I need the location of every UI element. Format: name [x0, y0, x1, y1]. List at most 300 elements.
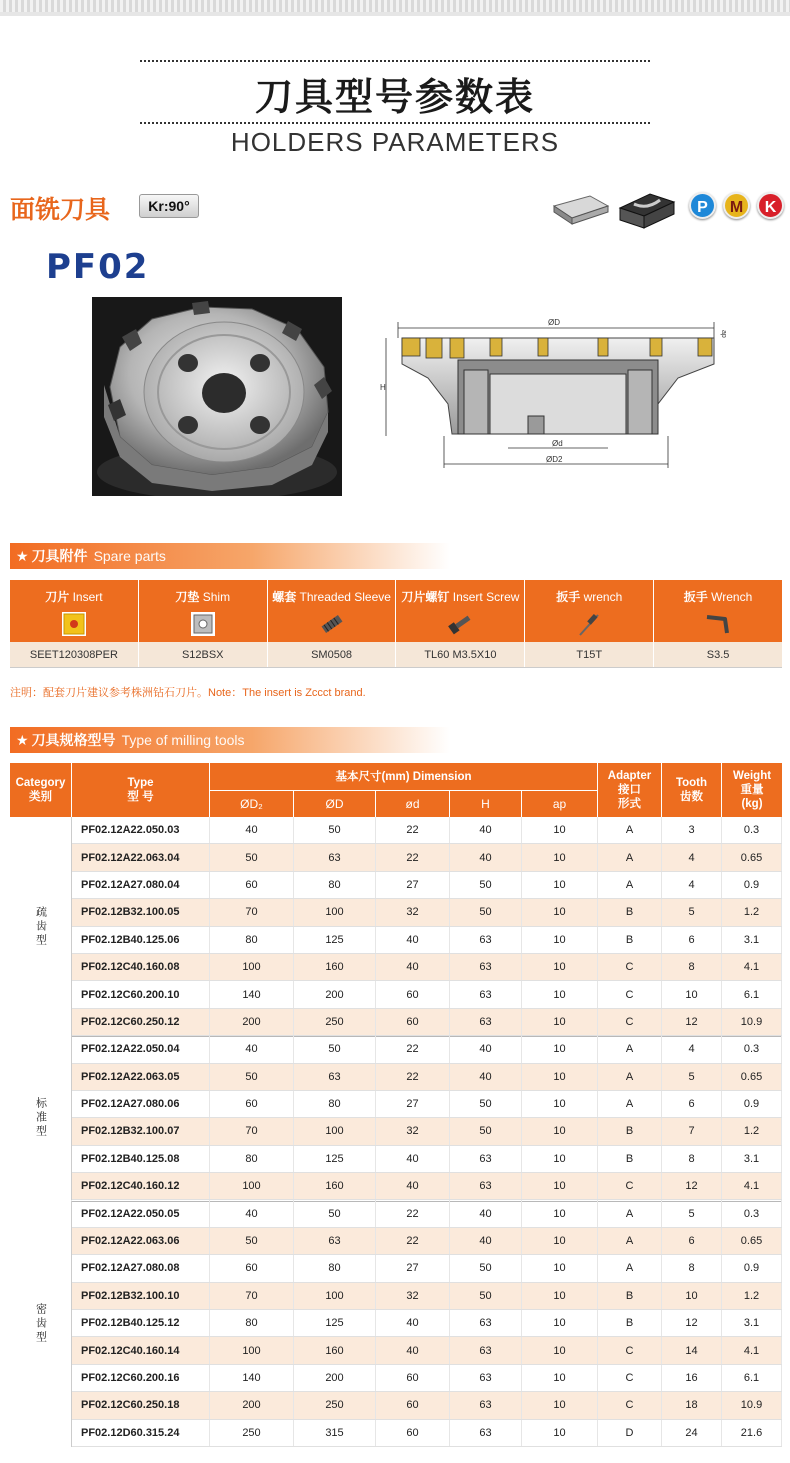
- cell-weight: 1.2: [722, 1283, 782, 1309]
- cell-h: 63: [450, 1392, 522, 1418]
- cell-tooth: 6: [662, 927, 722, 953]
- spare-value-insert-screw: TL60 M3.5X10: [396, 642, 525, 667]
- table-row: [10, 1337, 782, 1364]
- cell-h: 50: [450, 1255, 522, 1281]
- header-adapter: [598, 763, 662, 817]
- spare-value-torx-wrench: T15T: [525, 642, 654, 667]
- cell-h: 40: [450, 1200, 522, 1226]
- category-name: 标准型: [34, 1097, 48, 1140]
- category-label: [10, 817, 72, 1036]
- cell-small-d: 27: [376, 1255, 450, 1281]
- product-category: 面铣刀具: [10, 195, 111, 224]
- cell-type: PF02.12C40.160.08: [72, 954, 210, 980]
- dim-label-d2: ØD2: [546, 455, 563, 464]
- insert-icon: [59, 611, 89, 637]
- cell-weight: 0.9: [722, 1255, 782, 1281]
- cell-type: PF02.12A22.063.06: [72, 1228, 210, 1254]
- cell-d2: 60: [210, 1255, 294, 1281]
- cell-small-d: 40: [376, 1337, 450, 1363]
- cell-weight: 1.2: [722, 1118, 782, 1144]
- spare-value-hex-wrench: S3.5: [706, 649, 730, 661]
- cell-h: 63: [450, 954, 522, 980]
- spare-col-torx-wrench: [525, 580, 654, 642]
- dim-label-h: H: [380, 383, 386, 392]
- cell-h: 63: [450, 981, 522, 1007]
- cell-adapter: B: [598, 899, 662, 925]
- cell-small-d: 40: [376, 927, 450, 953]
- cell-adapter: C: [598, 1365, 662, 1391]
- cell-h: 50: [450, 1091, 522, 1117]
- milling-title-cn: 刀具规格型号: [31, 733, 116, 749]
- spare-parts-table: [10, 580, 782, 668]
- cell-small-d: 22: [376, 817, 450, 843]
- cell-type: PF02.12B32.100.07: [72, 1118, 210, 1144]
- cell-h: 63: [450, 1337, 522, 1363]
- cell-weight: 0.3: [722, 1036, 782, 1062]
- table-row: [10, 927, 782, 954]
- cell-d2: 100: [210, 1337, 294, 1363]
- cell-h: 63: [450, 1009, 522, 1035]
- spare-col-threaded-sleeve: [268, 580, 397, 642]
- cell-type: PF02.12B40.125.06: [72, 927, 210, 953]
- cell-weight: 0.65: [722, 844, 782, 870]
- cell-small-d: 22: [376, 1064, 450, 1090]
- spare-col-en: Insert Screw: [452, 590, 520, 604]
- cell-type: PF02.12A27.080.06: [72, 1091, 210, 1117]
- cell-adapter: B: [598, 1283, 662, 1309]
- cell-d2: 200: [210, 1009, 294, 1035]
- table-row: [10, 981, 782, 1008]
- cell-tooth: 4: [662, 872, 722, 898]
- cell-adapter: C: [598, 1392, 662, 1418]
- cell-adapter: D: [598, 1420, 662, 1446]
- cell-adapter: A: [598, 1255, 662, 1281]
- cell-type: PF02.12A22.050.03: [72, 817, 210, 843]
- cell-d2: 60: [210, 1091, 294, 1117]
- cell-weight: 10.9: [722, 1392, 782, 1418]
- cell-tooth: 10: [662, 1283, 722, 1309]
- insert-screw-icon: [445, 611, 475, 637]
- table-row: [10, 1146, 782, 1173]
- header-tooth-cn: 齿数: [680, 791, 703, 803]
- header-type-en: Type: [127, 777, 154, 789]
- hex-wrench-icon: [703, 611, 733, 637]
- cell-type: PF02.12A22.050.05: [72, 1200, 210, 1226]
- cell-tooth: 5: [662, 899, 722, 925]
- top-ribbon: [0, 0, 790, 16]
- cell-ap: 10: [522, 1091, 598, 1117]
- cell-d: 200: [294, 981, 376, 1007]
- cell-ap: 10: [522, 1036, 598, 1062]
- header-small-d: ød: [376, 790, 450, 817]
- cell-h: 50: [450, 1283, 522, 1309]
- cell-h: 40: [450, 1036, 522, 1062]
- header-ap: ap: [522, 790, 598, 817]
- cell-d2: 40: [210, 1036, 294, 1062]
- cell-small-d: 60: [376, 1009, 450, 1035]
- torx-wrench-icon: [574, 611, 604, 637]
- cell-adapter: C: [598, 981, 662, 1007]
- cell-h: 50: [450, 872, 522, 898]
- material-m-icon: M: [723, 192, 750, 219]
- table-row: [10, 1118, 782, 1145]
- cell-d: 63: [294, 844, 376, 870]
- cell-tooth: 8: [662, 1255, 722, 1281]
- cell-h: 40: [450, 844, 522, 870]
- insert-note: 注明：配套刀片建议参考株洲钻石刀片。Note：The insert is Zccct brand.: [10, 687, 366, 699]
- header-category-cn: 类别: [29, 791, 52, 803]
- cell-small-d: 22: [376, 1036, 450, 1062]
- cell-adapter: B: [598, 927, 662, 953]
- cell-type: PF02.12B40.125.12: [72, 1310, 210, 1336]
- spare-col-cn: 刀片: [45, 590, 70, 604]
- header-adapter-cn2: 形式: [618, 798, 641, 810]
- spare-col-shim: [139, 580, 268, 642]
- cell-d2: 140: [210, 1365, 294, 1391]
- cell-ap: 10: [522, 1255, 598, 1281]
- header-weight-cn: 重量: [740, 784, 764, 796]
- cell-d2: 140: [210, 981, 294, 1007]
- cell-ap: 10: [522, 1310, 598, 1336]
- category-label: [10, 1201, 72, 1448]
- cell-d: 160: [294, 954, 376, 980]
- cell-d: 50: [294, 1200, 376, 1226]
- cell-adapter: A: [598, 1200, 662, 1226]
- table-row: [10, 817, 782, 844]
- table-row: [10, 1064, 782, 1091]
- cell-small-d: 60: [376, 1392, 450, 1418]
- spare-value-shim: S12BSX: [139, 642, 268, 667]
- cell-weight: 6.1: [722, 1365, 782, 1391]
- header-tooth: [662, 763, 722, 817]
- cell-type: PF02.12D60.315.24: [72, 1420, 210, 1446]
- cell-weight: 4.1: [722, 954, 782, 980]
- header-dimension: [210, 763, 598, 790]
- cell-d: 50: [294, 1036, 376, 1062]
- cell-tooth: 8: [662, 954, 722, 980]
- cell-tooth: 14: [662, 1337, 722, 1363]
- dim-label-d-outer: ØD: [548, 318, 560, 327]
- spare-parts-header: [10, 543, 450, 569]
- spare-col-cn: 扳手: [683, 590, 708, 604]
- material-k-icon: K: [757, 192, 784, 219]
- header-dimension-label: 基本尺寸(mm) Dimension: [335, 770, 472, 783]
- star-icon: ★: [16, 732, 29, 748]
- category-name: 密齿型: [34, 1302, 48, 1345]
- insert-shape-icons: [550, 188, 680, 232]
- milling-table: [10, 763, 782, 1447]
- cell-tooth: 24: [662, 1420, 722, 1446]
- spare-col-cn: 扳手: [556, 590, 581, 604]
- cell-tooth: 3: [662, 817, 722, 843]
- cell-small-d: 32: [376, 899, 450, 925]
- cell-ap: 10: [522, 1392, 598, 1418]
- category-label: [10, 1036, 72, 1200]
- cell-weight: 0.3: [722, 1200, 782, 1226]
- cell-d: 125: [294, 927, 376, 953]
- flat-insert-icon: [554, 196, 608, 224]
- header-weight: [722, 763, 782, 817]
- cell-type: PF02.12A22.050.04: [72, 1036, 210, 1062]
- cell-tooth: 6: [662, 1228, 722, 1254]
- cell-ap: 10: [522, 1228, 598, 1254]
- page-title: 刀具型号参数表: [254, 75, 535, 119]
- spare-value-insert: SEET120308PER: [10, 642, 139, 667]
- cell-d: 160: [294, 1337, 376, 1363]
- dim-label-d-inner: Ød: [552, 439, 563, 448]
- cell-weight: 0.65: [722, 1228, 782, 1254]
- cell-tooth: 10: [662, 981, 722, 1007]
- cell-h: 50: [450, 899, 522, 925]
- cell-d2: 70: [210, 899, 294, 925]
- cell-weight: 0.9: [722, 1091, 782, 1117]
- table-row: [10, 1200, 782, 1227]
- cell-adapter: A: [598, 1064, 662, 1090]
- cell-d: 100: [294, 1118, 376, 1144]
- cell-h: 63: [450, 927, 522, 953]
- cell-type: PF02.12C60.200.10: [72, 981, 210, 1007]
- cell-d2: 40: [210, 817, 294, 843]
- cell-adapter: B: [598, 1146, 662, 1172]
- cell-adapter: A: [598, 1228, 662, 1254]
- spare-col-cn: 螺套: [272, 590, 297, 604]
- cell-h: 63: [450, 1146, 522, 1172]
- header-d: ØD: [294, 790, 376, 817]
- table-row: [10, 844, 782, 871]
- cell-type: PF02.12C60.250.18: [72, 1392, 210, 1418]
- shim-icon: [188, 611, 218, 637]
- cell-d: 160: [294, 1173, 376, 1199]
- cell-ap: 10: [522, 1365, 598, 1391]
- table-row: [10, 1009, 782, 1036]
- cell-tooth: 5: [662, 1200, 722, 1226]
- cell-d2: 50: [210, 1228, 294, 1254]
- header-type: [72, 763, 210, 817]
- cell-h: 40: [450, 817, 522, 843]
- cell-weight: 0.9: [722, 872, 782, 898]
- cell-weight: 4.1: [722, 1337, 782, 1363]
- threaded-sleeve-icon: [317, 611, 347, 637]
- cell-ap: 10: [522, 844, 598, 870]
- dimension-diagram: [378, 308, 738, 476]
- table-row: [10, 1392, 782, 1419]
- header-category: [10, 763, 72, 817]
- cell-type: PF02.12B40.125.08: [72, 1146, 210, 1172]
- cell-tooth: 12: [662, 1009, 722, 1035]
- cell-tooth: 12: [662, 1173, 722, 1199]
- category-name: 疏齿型: [34, 905, 48, 948]
- cell-ap: 10: [522, 954, 598, 980]
- cell-small-d: 60: [376, 1420, 450, 1446]
- cell-d: 100: [294, 1283, 376, 1309]
- cell-adapter: C: [598, 954, 662, 980]
- cell-ap: 10: [522, 1064, 598, 1090]
- cell-adapter: B: [598, 1310, 662, 1336]
- cell-ap: 10: [522, 1420, 598, 1446]
- cell-h: 40: [450, 1228, 522, 1254]
- table-row: [10, 1420, 782, 1447]
- header-weight-en: Weight: [732, 770, 772, 782]
- cell-d: 100: [294, 899, 376, 925]
- cell-weight: 21.6: [722, 1420, 782, 1446]
- cell-ap: 10: [522, 872, 598, 898]
- table-row: [10, 954, 782, 981]
- page-subtitle: HOLDERS PARAMETERS: [230, 127, 560, 157]
- cell-ap: 10: [522, 1283, 598, 1309]
- spare-col-en: Wrench: [711, 590, 753, 604]
- cell-adapter: A: [598, 817, 662, 843]
- cell-d2: 70: [210, 1283, 294, 1309]
- cell-d2: 70: [210, 1118, 294, 1144]
- cell-d: 63: [294, 1228, 376, 1254]
- cell-type: PF02.12C60.200.16: [72, 1365, 210, 1391]
- table-row: [10, 1228, 782, 1255]
- cell-ap: 10: [522, 981, 598, 1007]
- cell-tooth: 4: [662, 844, 722, 870]
- table-row: [10, 1310, 782, 1337]
- cell-adapter: B: [598, 1118, 662, 1144]
- table-row: [10, 1365, 782, 1392]
- cell-d: 50: [294, 817, 376, 843]
- header-tooth-en: Tooth: [675, 777, 708, 789]
- cell-ap: 10: [522, 1118, 598, 1144]
- cell-type: PF02.12B32.100.05: [72, 899, 210, 925]
- cell-tooth: 7: [662, 1118, 722, 1144]
- grooved-insert-icon: [620, 194, 674, 228]
- table-row: [10, 899, 782, 926]
- cell-small-d: 32: [376, 1283, 450, 1309]
- cell-d2: 80: [210, 1310, 294, 1336]
- cell-ap: 10: [522, 927, 598, 953]
- cell-ap: 10: [522, 1200, 598, 1226]
- cell-small-d: 32: [376, 1118, 450, 1144]
- header-adapter-cn1: 接口: [618, 784, 641, 796]
- spare-col-cn: 刀片螺钉: [401, 590, 450, 604]
- cell-adapter: C: [598, 1337, 662, 1363]
- cell-weight: 4.1: [722, 1173, 782, 1199]
- cell-small-d: 60: [376, 1365, 450, 1391]
- cell-weight: 3.1: [722, 1146, 782, 1172]
- cell-tooth: 6: [662, 1091, 722, 1117]
- cell-weight: 1.2: [722, 899, 782, 925]
- spare-parts-title-en: Spare parts: [93, 548, 166, 564]
- cell-type: PF02.12A27.080.04: [72, 872, 210, 898]
- header-weight-unit: (kg): [741, 798, 763, 810]
- cell-adapter: A: [598, 872, 662, 898]
- cell-type: PF02.12C40.160.12: [72, 1173, 210, 1199]
- spare-col-en: Insert: [72, 590, 103, 604]
- cell-ap: 10: [522, 817, 598, 843]
- cell-tooth: 5: [662, 1064, 722, 1090]
- spare-value-threaded-sleeve: SM0508: [268, 642, 397, 667]
- cell-d2: 50: [210, 844, 294, 870]
- cell-small-d: 22: [376, 1200, 450, 1226]
- cell-tooth: 16: [662, 1365, 722, 1391]
- cell-type: PF02.12A22.063.04: [72, 844, 210, 870]
- cell-weight: 0.65: [722, 1064, 782, 1090]
- milling-title-en: Type of milling tools: [121, 732, 245, 748]
- table-row: [10, 1283, 782, 1310]
- product-photo: [92, 297, 342, 496]
- cell-ap: 10: [522, 1146, 598, 1172]
- table-row: [10, 1091, 782, 1118]
- header-d2: ØD₂: [210, 790, 294, 817]
- cell-d2: 250: [210, 1420, 294, 1446]
- dim-label-ap: ap: [720, 330, 727, 338]
- cell-d: 250: [294, 1009, 376, 1035]
- cell-h: 50: [450, 1118, 522, 1144]
- cell-type: PF02.12B32.100.10: [72, 1283, 210, 1309]
- spare-col-hex-wrench: [654, 580, 782, 642]
- spare-col-en: Threaded Sleeve: [299, 590, 391, 604]
- cell-adapter: A: [598, 1091, 662, 1117]
- header-category-en: Category: [15, 777, 66, 789]
- cell-weight: 10.9: [722, 1009, 782, 1035]
- cell-weight: 6.1: [722, 981, 782, 1007]
- table-row: [10, 1255, 782, 1282]
- cell-d: 315: [294, 1420, 376, 1446]
- cell-d: 125: [294, 1310, 376, 1336]
- cell-ap: 10: [522, 1009, 598, 1035]
- cell-d: 250: [294, 1392, 376, 1418]
- cell-d2: 80: [210, 927, 294, 953]
- cell-adapter: A: [598, 1036, 662, 1062]
- cell-d2: 200: [210, 1392, 294, 1418]
- cell-d2: 50: [210, 1064, 294, 1090]
- milling-table-body: [10, 817, 782, 1447]
- cell-type: PF02.12A27.080.08: [72, 1255, 210, 1281]
- kr-badge: Kr:90°: [139, 194, 199, 218]
- cell-h: 63: [450, 1420, 522, 1446]
- spare-col-cn: 刀垫: [175, 590, 200, 604]
- cell-small-d: 22: [376, 844, 450, 870]
- cell-d: 80: [294, 1255, 376, 1281]
- cell-tooth: 8: [662, 1146, 722, 1172]
- title-divider-top: [140, 60, 650, 62]
- cell-d: 63: [294, 1064, 376, 1090]
- spare-parts-title-cn: 刀具附件: [31, 549, 88, 565]
- header-h: H: [450, 790, 522, 817]
- milling-types-header: [10, 727, 450, 753]
- cell-d2: 80: [210, 1146, 294, 1172]
- table-row: [10, 872, 782, 899]
- table-row: [10, 1173, 782, 1200]
- star-icon: ★: [16, 548, 29, 564]
- cell-small-d: 60: [376, 981, 450, 1007]
- cell-d: 200: [294, 1365, 376, 1391]
- spare-col-insert-screw: [396, 580, 525, 642]
- cell-type: PF02.12C60.250.12: [72, 1009, 210, 1035]
- milling-table-header: [10, 763, 782, 817]
- cell-weight: 3.1: [722, 927, 782, 953]
- spare-col-en: wrench: [583, 590, 623, 604]
- cell-h: 40: [450, 1064, 522, 1090]
- cell-small-d: 27: [376, 872, 450, 898]
- cell-adapter: A: [598, 844, 662, 870]
- cell-type: PF02.12C40.160.14: [72, 1337, 210, 1363]
- cell-small-d: 40: [376, 1173, 450, 1199]
- cell-small-d: 40: [376, 1146, 450, 1172]
- cell-weight: 3.1: [722, 1310, 782, 1336]
- material-p-icon: P: [689, 192, 716, 219]
- cell-d: 80: [294, 872, 376, 898]
- header-adapter-en: Adapter: [607, 770, 652, 782]
- cell-type: PF02.12A22.063.05: [72, 1064, 210, 1090]
- cell-h: 63: [450, 1310, 522, 1336]
- cell-ap: 10: [522, 1173, 598, 1199]
- cell-d: 80: [294, 1091, 376, 1117]
- cell-small-d: 27: [376, 1091, 450, 1117]
